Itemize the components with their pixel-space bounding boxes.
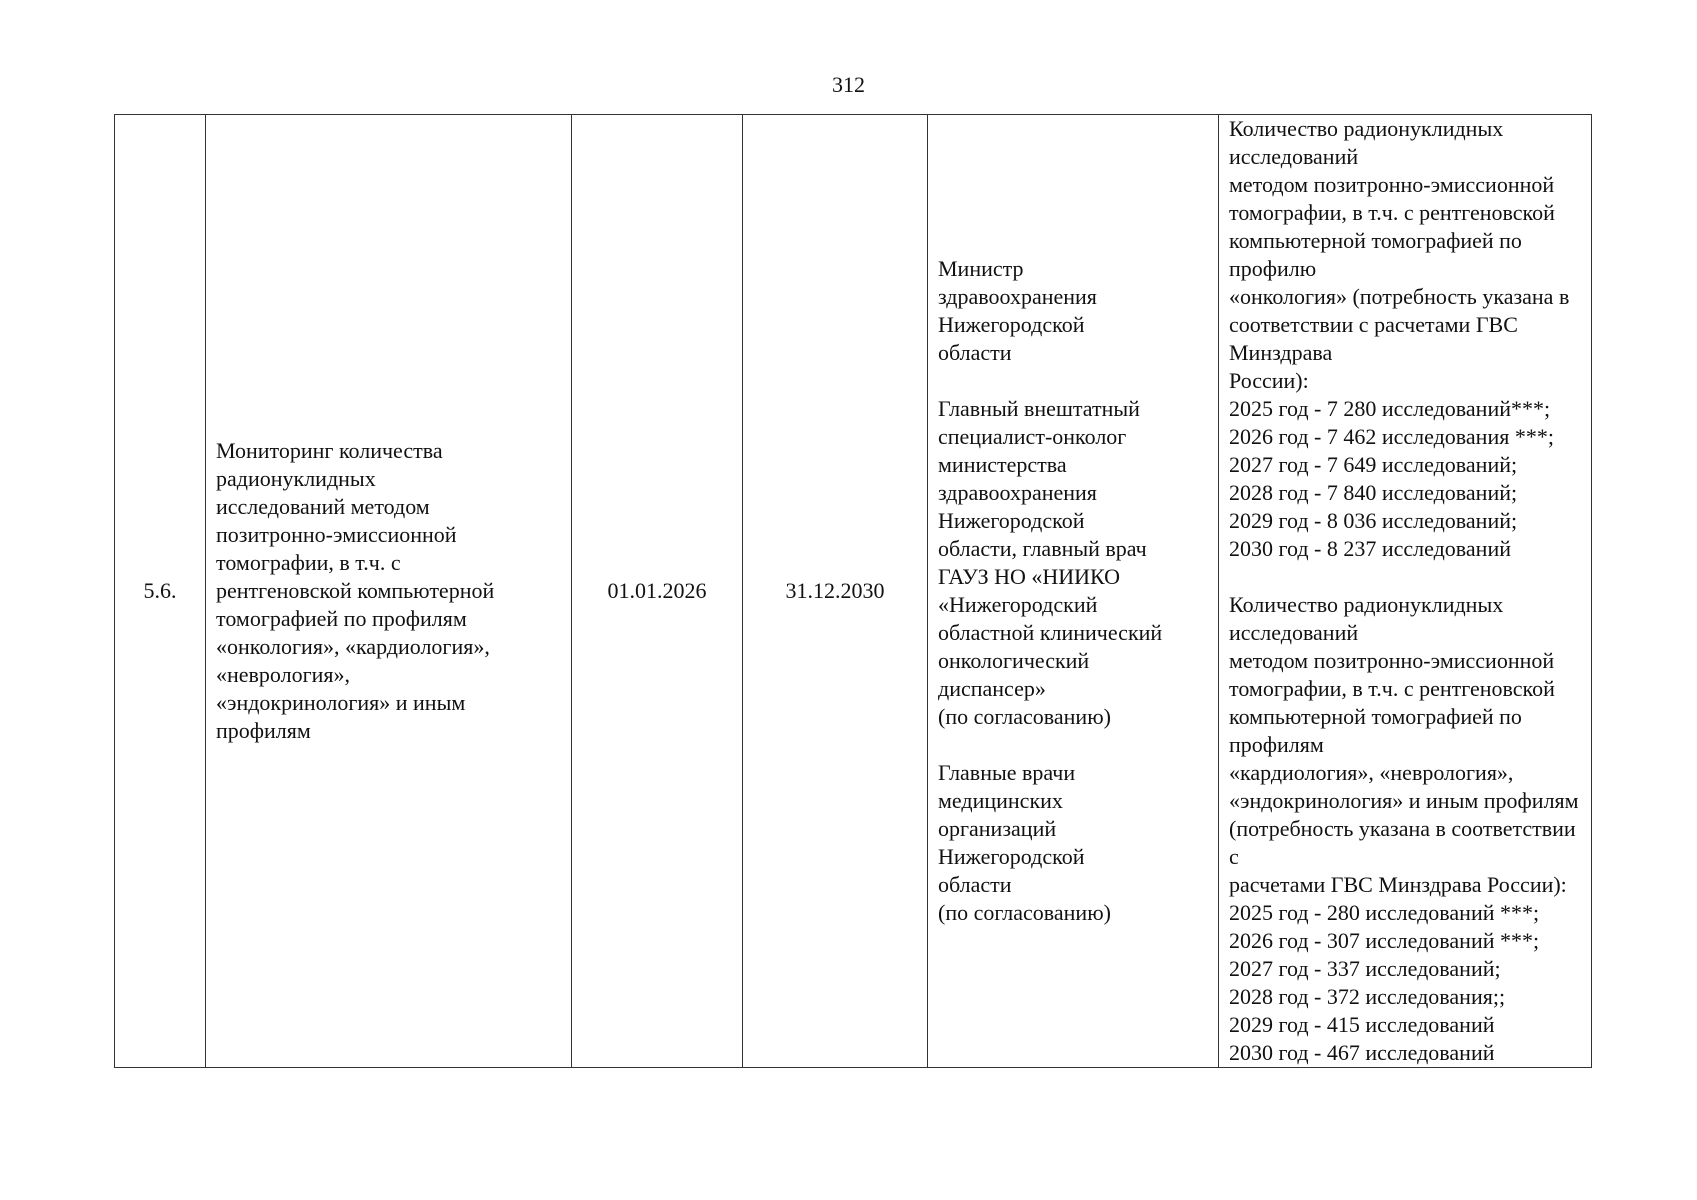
table-row	[115, 115, 1592, 1068]
end-date-cell	[743, 115, 928, 1068]
row-number-cell	[115, 115, 206, 1068]
indicator-year-line: 2028 год - 372 исследования;;	[1229, 984, 1506, 1009]
end-date: 31.12.2030	[785, 578, 885, 603]
measure-name-cell	[206, 115, 572, 1068]
indicator-intro: Количество радионуклидных исследований методом позитронно-эмиссионной томографии, в т.ч. с рентгеновской компьютерной томографией по профилям «кардиология», «неврология», «эндокринология» и иным профилям (потребность указана в соответствии с расчетами ГВС Минздрава России):	[1229, 592, 1579, 897]
measures-table	[114, 114, 1592, 1068]
indicators-cell	[1219, 115, 1592, 1068]
measure-name: Мониторинг количества радионуклидных исследований методом позитронно-эмиссионной томографии, в т.ч. с рентгеновской компьютерной томографией по профилям «онкология», «кардиология», «неврология», «эндокринология» и иным профилям	[216, 438, 495, 743]
indicator-year-line: 2026 год - 7 462 исследования ***;	[1229, 424, 1554, 449]
start-date: 01.01.2026	[607, 578, 707, 603]
indicator-year-line: 2030 год - 467 исследований	[1229, 1040, 1495, 1065]
responsible-chief-doctors: Главные врачи медицинских организаций Нижегородской области (по согласованию)	[938, 760, 1111, 925]
indicator-year-line: 2025 год - 280 исследований ***;	[1229, 900, 1540, 925]
indicator-year-line: 2030 год - 8 237 исследований	[1229, 536, 1511, 561]
indicator-oncology	[1229, 115, 1581, 563]
responsible-minister: Министр здравоохранения Нижегородской области	[938, 256, 1097, 365]
indicator-year-line: 2026 год - 307 исследований ***;	[1229, 928, 1540, 953]
responsible-chief-oncologist: Главный внештатный специалист-онколог министерства здравоохранения Нижегородской области, главный врач ГАУЗ НО «НИИКО «Нижегородский областной клинический онкологический диспансер» (по согласованию)	[938, 396, 1163, 729]
page-number: 312	[832, 72, 865, 97]
start-date-cell	[572, 115, 743, 1068]
indicator-intro: Количество радионуклидных исследований методом позитронно-эмиссионной томографии, в т.ч. с рентгеновской компьютерной томографией по профилю «онкология» (потребность указана в соответствии с расчетами ГВС Минздрава России):	[1229, 116, 1570, 393]
responsible-cell	[928, 115, 1219, 1068]
indicator-year-line: 2029 год - 415 исследований	[1229, 1012, 1495, 1037]
indicator-year-line: 2027 год - 7 649 исследований;	[1229, 452, 1518, 477]
indicator-year-line: 2025 год - 7 280 исследований***;	[1229, 396, 1551, 421]
indicator-other-profiles	[1229, 591, 1581, 1067]
indicator-year-line: 2027 год - 337 исследований;	[1229, 956, 1501, 981]
indicator-year-line: 2029 год - 8 036 исследований;	[1229, 508, 1518, 533]
indicator-year-line: 2028 год - 7 840 исследований;	[1229, 480, 1518, 505]
row-number: 5.6.	[143, 578, 177, 603]
